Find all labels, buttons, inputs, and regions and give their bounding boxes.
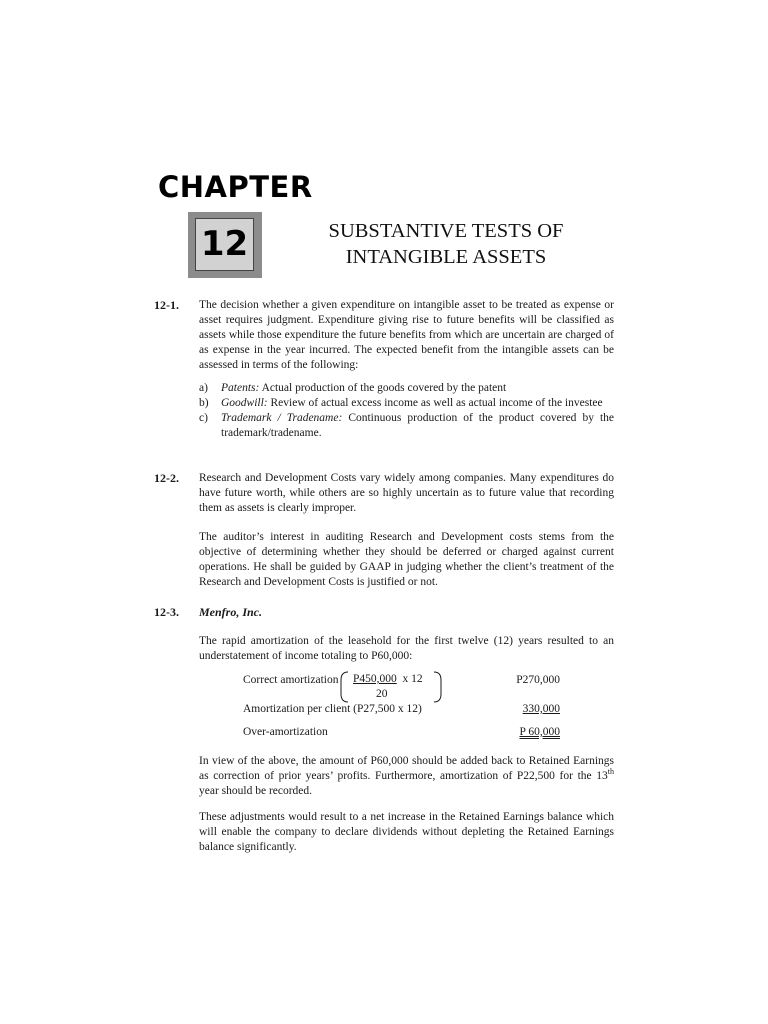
adjustment-text-b: year should be recorded. [199,785,313,797]
chapter-title [300,218,592,270]
list-marker: b) [199,397,209,409]
list-item [199,381,614,396]
list-text: Continuous production of the product covered by the trademark/tradename. [221,412,615,439]
calc-row2-value: 330,000 [522,703,560,715]
answer-12-2-paragraph-1: Research and Development Costs vary widely among companies. Many expenditures do have future worth, while others are so highly uncertain as to future value that recording them as assets is clearly improper. [199,472,614,514]
chapter-number-box [188,212,262,278]
chapter-title-line1: SUBSTANTIVE TESTS OF [328,220,564,242]
list-term: Goodwill: [221,397,268,409]
chapter-label: CHAPTER [158,170,313,204]
question-number-12-1: 12-1. [154,298,179,312]
amortization-fraction [338,670,444,704]
answer-12-3-result: These adjustments would result to a net increase in the Retained Earnings balance which will enable the company to declare dividends without depleting the Retained Earnings balance significantly. [199,811,614,853]
calc-row1-value: P270,000 [516,674,560,686]
adjustment-text-a: In view of the above, the amount of P60,000 should be added back to Retained Earnings as correction of prior years’ profits. Furthermore, amortization of P22,500 for the 13 [199,755,614,782]
answer-12-1-list [199,381,614,441]
answer-12-2-paragraph-2: The auditor’s interest in auditing Research and Development costs stems from the objective of determining whether they should be deferred or charged against current operations. He shall be guided by GAAP in judging whether the client’s treatment of the Research and Development Costs is justified or not. [199,531,614,588]
chapter-number: 12 [195,218,254,271]
list-term: Trademark / Tradename: [221,412,343,424]
list-term: Patents: [221,382,260,394]
company-name: Menfro, Inc. [199,605,263,619]
answer-12-3-adjustment [199,754,614,799]
calc-row3-value: P 60,000 [519,726,560,738]
list-marker: c) [199,412,208,424]
list-item [199,411,614,441]
answer-12-3-intro: The rapid amortization of the leasehold for the first twelve (12) years resulted to an understatement of income totaling to P60,000: [199,635,614,662]
calc-row2-label: Amortization per client (P27,500 x 12) [243,703,422,715]
fraction-numerator-times: x 12 [402,673,423,685]
answer-12-1-paragraph: The decision whether a given expenditure on intangible asset to be treated as expense or asset requires judgment. Expenditure giving rise to future benefits will be classified as assets while those expenditure the future benefits from which are uncertain are charged of as expense in the year incurred. The expected benefit from the intangible assets can be assessed in terms of the following: [199,299,614,371]
chapter-title-line2: INTANGIBLE ASSETS [345,246,547,268]
calc-row3-label: Over-amortization [243,726,328,738]
fraction-numerator-amount: P450,000 [353,673,397,685]
question-number-12-3: 12-3. [154,605,179,619]
list-marker: a) [199,382,208,394]
fraction-numerator [353,672,423,686]
list-item [199,396,614,411]
fraction-denominator: 20 [376,688,388,700]
list-text: Actual production of the goods covered by the patent [259,382,507,394]
calc-row1-label: Correct amortization [243,674,339,686]
list-text: Review of actual excess income as well as actual income of the investee [267,397,603,409]
question-number-12-2: 12-2. [154,471,179,485]
adjustment-superscript: th [607,767,614,777]
